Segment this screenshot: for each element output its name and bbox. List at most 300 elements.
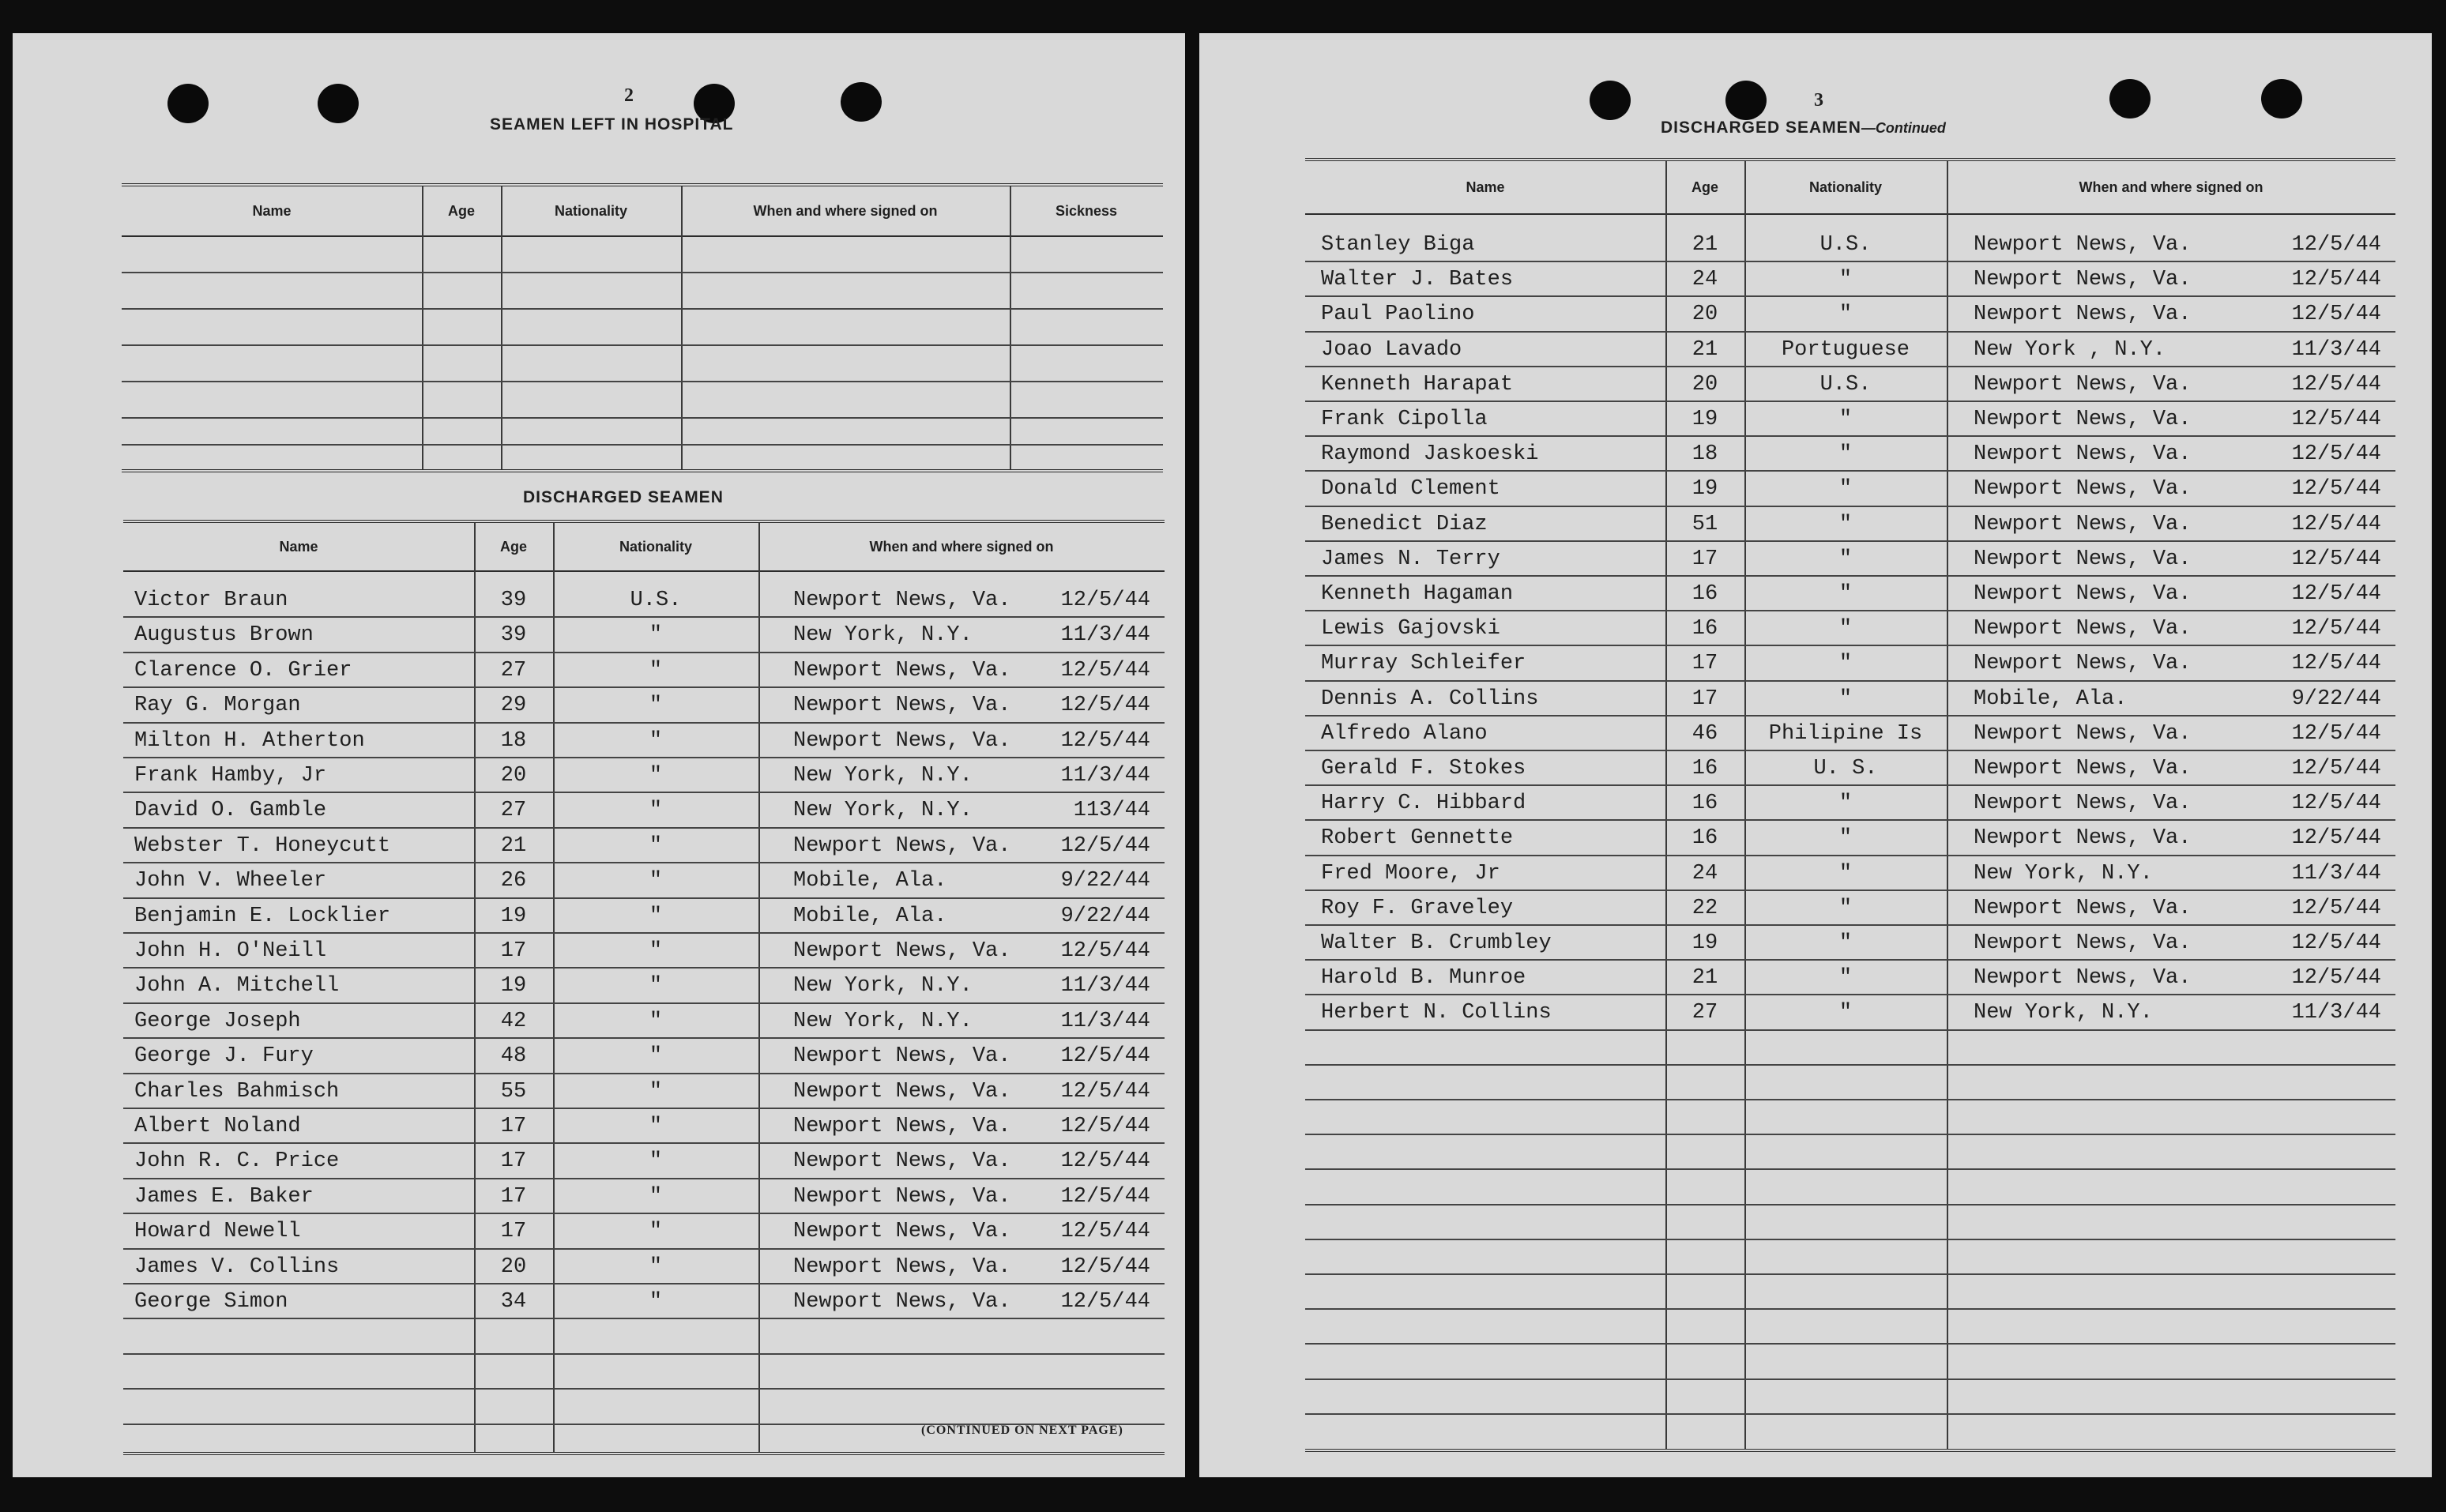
signed-on-date-cell: 12/5/44 [2291,652,2381,676]
nationality-cell: " [1838,966,1853,991]
punch-hole [2261,79,2302,118]
signed-on-date-cell: 11/3/44 [1060,623,1150,648]
nationality-cell: " [649,1254,663,1279]
age-cell: 19 [500,974,527,999]
nationality-cell: " [649,869,663,893]
age-cell: 27 [500,658,527,683]
signed-on-date-cell: 11/3/44 [2291,1001,2381,1025]
age-cell: 24 [1692,861,1718,886]
age-cell: 48 [500,1044,527,1069]
signed-on-date-cell: 12/5/44 [2291,303,2381,327]
table-row [123,1250,1165,1284]
signed-on-place-cell: Newport News, Va. [793,1149,1011,1174]
table-row [1305,437,2395,472]
nationality-cell: " [649,1079,663,1104]
nationality-cell: Portuguese [1781,337,1910,362]
name-cell: James V. Collins [134,1254,340,1279]
column-header: Age [1691,179,1718,195]
table-row [123,653,1165,688]
signed-on-place-cell: Newport News, Va. [1974,233,2192,257]
table-row [1305,682,2395,717]
age-cell: 21 [500,833,527,858]
table-row [1305,262,2395,297]
name-cell: Fred Moore, Jr [1321,861,1500,886]
signed-on-date-cell: 12/5/44 [2291,477,2381,502]
signed-on-place-cell: Newport News, Va. [1974,477,2192,502]
signed-on-place-cell: Newport News, Va. [793,1184,1011,1209]
signed-on-place-cell: Newport News, Va. [793,694,1011,718]
nationality-cell: " [649,1009,663,1033]
name-cell: Herbert N. Collins [1321,1001,1552,1025]
signed-on-date-cell: 11/3/44 [1060,1009,1150,1033]
name-cell: Walter J. Bates [1321,268,1514,292]
signed-on-date-cell: 12/5/44 [1060,589,1150,612]
signed-on-date-cell: 12/5/44 [1060,728,1150,753]
name-cell: Harry C. Hibbard [1321,792,1526,816]
age-cell: 46 [1692,721,1718,746]
age-cell: 42 [500,1009,527,1033]
age-cell: 21 [1692,966,1718,991]
age-cell: 17 [1692,652,1718,676]
signed-on-place-cell: New York, N.Y. [793,1009,973,1033]
signed-on-place-cell: Mobile, Ala. [793,904,947,928]
signed-on-place-cell: Newport News, Va. [1974,721,2192,746]
table-row [123,618,1165,653]
column-header: Age [499,538,527,555]
table-row [1305,926,2395,961]
nationality-cell: " [649,1220,663,1244]
age-cell: 17 [500,1220,527,1244]
signed-on-date-cell: 12/5/44 [1060,1184,1150,1209]
section-title-text: DISCHARGED SEAMEN [1661,118,1861,137]
age-cell: 21 [1692,337,1718,362]
age-cell: 55 [500,1079,527,1104]
signed-on-date-cell: 11/3/44 [2291,861,2381,886]
table-row [1305,367,2395,402]
name-cell: Webster T. Honeycutt [134,833,391,858]
name-cell: Raymond Jaskoeski [1321,442,1539,467]
column-header: When and where signed on [869,538,1054,555]
signed-on-place-cell: Newport News, Va. [1974,582,2192,606]
nationality-cell: " [649,974,663,999]
hospital-table [122,183,1163,472]
section-title-suffix: —Continued [1861,120,1946,136]
name-cell: Murray Schleifer [1321,652,1526,676]
discharged-section-title: DISCHARGED SEAMEN [523,488,724,506]
signed-on-date-cell: 12/5/44 [1060,1079,1150,1104]
table-row [1305,821,2395,856]
nationality-cell: " [649,1115,663,1138]
table-row [1305,856,2395,891]
age-cell: 39 [500,623,527,648]
punch-hole [318,84,359,123]
age-cell: 17 [500,1115,527,1138]
nationality-cell: " [1838,268,1853,292]
signed-on-date-cell: 12/5/44 [2291,792,2381,816]
signed-on-date-cell: 9/22/44 [2291,686,2381,711]
age-cell: 17 [500,1149,527,1174]
name-cell: Charles Bahmisch [134,1079,340,1104]
age-cell: 17 [500,939,527,963]
signed-on-place-cell: Newport News, Va. [1974,303,2192,327]
table-row [1305,751,2395,786]
age-cell: 16 [1692,617,1718,641]
signed-on-date-cell: 12/5/44 [2291,547,2381,571]
name-cell: Roy F. Graveley [1321,896,1514,920]
signed-on-place-cell: New York, N.Y. [793,764,973,788]
age-cell: 26 [500,869,527,893]
signed-on-place-cell: Newport News, Va. [1974,512,2192,536]
nationality-cell: " [649,658,663,683]
age-cell: 19 [500,904,527,928]
signed-on-place-cell: Newport News, Va. [1974,408,2192,431]
name-cell: Ray G. Morgan [134,694,301,718]
nationality-cell: " [1838,547,1853,571]
signed-on-place-cell: Newport News, Va. [793,589,1011,612]
name-cell: Benjamin E. Locklier [134,904,391,928]
signed-on-date-cell: 12/5/44 [2291,721,2381,746]
name-cell: Harold B. Munroe [1321,966,1526,991]
table-row [123,969,1165,1003]
age-cell: 17 [1692,547,1718,571]
signed-on-date-cell: 12/5/44 [2291,896,2381,920]
column-header: Nationality [619,538,692,555]
table-row [1305,228,2395,262]
table-row [123,1004,1165,1039]
signed-on-place-cell: Newport News, Va. [1974,792,2192,816]
signed-on-date-cell: 12/5/44 [1060,1149,1150,1174]
page-number: 2 [624,85,634,106]
nationality-cell: " [1838,303,1853,327]
signed-on-place-cell: Newport News, Va. [1974,966,2192,991]
table-row [1305,333,2395,367]
nationality-cell: " [1838,652,1853,676]
signed-on-place-cell: Newport News, Va. [793,658,1011,683]
table-row [123,724,1165,758]
punch-hole [2109,79,2151,118]
name-cell: John V. Wheeler [134,869,327,893]
table-row [123,1039,1165,1074]
nationality-cell: " [649,623,663,648]
age-cell: 19 [1692,477,1718,502]
column-header: Sickness [1055,202,1118,219]
column-header: When and where signed on [2079,179,2263,195]
signed-on-date-cell: 12/5/44 [1060,1254,1150,1279]
table-row [123,583,1165,618]
nationality-cell: " [1838,477,1853,502]
signed-on-date-cell: 12/5/44 [2291,372,2381,397]
column-header: When and where signed on [753,202,938,219]
hospital-section-title: SEAMEN LEFT IN HOSPITAL [490,115,734,134]
signed-on-place-cell: Newport News, Va. [793,1220,1011,1244]
nationality-cell: U.S. [630,589,682,612]
signed-on-place-cell: New York , N.Y. [1974,337,2166,362]
name-cell: Kenneth Harapat [1321,372,1514,397]
nationality-cell: " [649,1044,663,1069]
name-cell: Howard Newell [134,1220,301,1244]
name-cell: Robert Gennette [1321,826,1514,851]
table-row [123,1179,1165,1214]
nationality-cell: " [1838,512,1853,536]
signed-on-date-cell: 12/5/44 [1060,1044,1150,1069]
table-row [123,934,1165,969]
age-cell: 20 [500,764,527,788]
age-cell: 20 [1692,303,1718,327]
nationality-cell: " [1838,582,1853,606]
signed-on-date-cell: 12/5/44 [2291,757,2381,780]
table-row [1305,542,2395,577]
discharged-continued-table [1305,158,2395,1452]
discharged-table [123,520,1165,1455]
table-row [123,829,1165,863]
age-cell: 17 [500,1184,527,1209]
signed-on-date-cell: 12/5/44 [2291,931,2381,955]
signed-on-date-cell: 113/44 [1073,799,1150,823]
signed-on-date-cell: 12/5/44 [2291,617,2381,641]
nationality-cell: " [649,728,663,753]
age-cell: 18 [1692,442,1718,467]
age-cell: 22 [1692,896,1718,920]
signed-on-date-cell: 12/5/44 [2291,512,2381,536]
left-page [13,33,1185,1477]
signed-on-date-cell: 9/22/44 [1060,904,1150,928]
age-cell: 29 [500,694,527,718]
age-cell: 20 [500,1254,527,1279]
table-row [123,1109,1165,1144]
nationality-cell: " [1838,861,1853,886]
signed-on-place-cell: Newport News, Va. [793,1115,1011,1138]
column-header: Name [279,538,318,555]
column-header: Name [1466,179,1505,195]
age-cell: 20 [1692,372,1718,397]
nationality-cell: " [649,904,663,928]
signed-on-date-cell: 12/5/44 [1060,1290,1150,1314]
column-header: Name [252,202,292,219]
name-cell: Gerald F. Stokes [1321,757,1526,780]
table-row [123,1074,1165,1109]
name-cell: Joao Lavado [1321,337,1462,362]
name-cell: Stanley Biga [1321,233,1475,257]
age-cell: 51 [1692,512,1718,536]
punch-hole [167,84,209,123]
signed-on-date-cell: 12/5/44 [2291,442,2381,467]
column-header: Age [447,202,475,219]
table-row [123,899,1165,934]
name-cell: George Simon [134,1290,288,1314]
signed-on-place-cell: Newport News, Va. [1974,268,2192,292]
age-cell: 17 [1692,686,1718,711]
nationality-cell: " [649,833,663,858]
table-row [1305,402,2395,437]
nationality-cell: " [1838,792,1853,816]
signed-on-date-cell: 12/5/44 [1060,658,1150,683]
signed-on-place-cell: Newport News, Va. [793,833,1011,858]
table-row [123,688,1165,723]
name-cell: Dennis A. Collins [1321,686,1539,711]
age-cell: 27 [500,799,527,823]
signed-on-place-cell: New York, N.Y. [793,974,973,999]
age-cell: 21 [1692,233,1718,257]
name-cell: Frank Cipolla [1321,408,1488,431]
age-cell: 16 [1692,757,1718,780]
signed-on-place-cell: Mobile, Ala. [793,869,947,893]
name-cell: James E. Baker [134,1184,314,1209]
name-cell: Lewis Gajovski [1321,617,1500,641]
signed-on-place-cell: New York, N.Y. [1974,861,2153,886]
signed-on-date-cell: 12/5/44 [2291,408,2381,431]
signed-on-date-cell: 12/5/44 [1060,694,1150,718]
section-title [1661,118,1946,137]
name-cell: George J. Fury [134,1044,314,1069]
table-row [1305,717,2395,751]
name-cell: Augustus Brown [134,623,314,648]
signed-on-date-cell: 12/5/44 [2291,966,2381,991]
nationality-cell: " [649,1290,663,1314]
age-cell: 16 [1692,826,1718,851]
signed-on-place-cell: New York, N.Y. [793,623,973,648]
nationality-cell: U.S. [1819,372,1872,397]
table-row [1305,507,2395,542]
signed-on-date-cell: 12/5/44 [1060,1220,1150,1244]
signed-on-date-cell: 12/5/44 [2291,826,2381,851]
signed-on-place-cell: New York, N.Y. [1974,1001,2153,1025]
table-row [1305,577,2395,611]
signed-on-place-cell: Newport News, Va. [1974,617,2192,641]
nationality-cell: Philipine Is [1768,721,1923,746]
nationality-cell: " [1838,617,1853,641]
name-cell: Milton H. Atherton [134,728,365,753]
nationality-cell: " [649,694,663,718]
signed-on-date-cell: 11/3/44 [2291,337,2381,362]
table-row [123,1284,1165,1319]
age-cell: 16 [1692,792,1718,816]
nationality-cell: " [1838,896,1853,920]
table-row [123,793,1165,828]
name-cell: Donald Clement [1321,477,1500,502]
table-row [123,863,1165,898]
nationality-cell: " [649,939,663,963]
table-row [1305,472,2395,506]
nationality-cell: " [1838,442,1853,467]
right-page [1199,33,2432,1477]
nationality-cell: " [1838,931,1853,955]
punch-hole [841,82,882,122]
signed-on-place-cell: Newport News, Va. [793,1254,1011,1279]
signed-on-place-cell: Newport News, Va. [793,1079,1011,1104]
signed-on-place-cell: Newport News, Va. [793,1290,1011,1314]
nationality-cell: " [649,764,663,788]
nationality-cell: " [649,1149,663,1174]
name-cell: George Joseph [134,1009,301,1033]
signed-on-date-cell: 12/5/44 [1060,1115,1150,1138]
table-header [122,186,1163,237]
age-cell: 24 [1692,268,1718,292]
signed-on-place-cell: Newport News, Va. [1974,442,2192,467]
table-row [123,758,1165,793]
age-cell: 18 [500,728,527,753]
signed-on-place-cell: Newport News, Va. [1974,652,2192,676]
signed-on-place-cell: Newport News, Va. [1974,931,2192,955]
name-cell: Frank Hamby, Jr [134,764,327,788]
nationality-cell: U.S. [1819,233,1872,257]
column-header: Nationality [1808,179,1882,195]
age-cell: 19 [1692,408,1718,431]
name-cell: John R. C. Price [134,1149,340,1174]
signed-on-date-cell: 11/3/44 [1060,974,1150,999]
signed-on-place-cell: Newport News, Va. [1974,826,2192,851]
table-row [123,1144,1165,1179]
nationality-cell: " [649,799,663,823]
table-row [1305,297,2395,332]
signed-on-date-cell: 12/5/44 [2291,268,2381,292]
name-cell: Victor Braun [134,589,288,612]
name-cell: Alfredo Alano [1321,721,1488,746]
table-row [1305,611,2395,646]
signed-on-place-cell: Newport News, Va. [1974,896,2192,920]
name-cell: John H. O'Neill [134,939,327,963]
signed-on-place-cell: Newport News, Va. [793,939,1011,963]
age-cell: 19 [1692,931,1718,955]
nationality-cell: " [1838,686,1853,711]
nationality-cell: " [1838,826,1853,851]
signed-on-place-cell: Newport News, Va. [1974,547,2192,571]
table-row [1305,786,2395,821]
nationality-cell: " [1838,1001,1853,1025]
name-cell: Clarence O. Grier [134,658,352,683]
signed-on-date-cell: 12/5/44 [2291,582,2381,606]
signed-on-place-cell: Mobile, Ala. [1974,686,2128,711]
punch-hole [1725,81,1767,120]
age-cell: 27 [1692,1001,1718,1025]
table-row [1305,995,2395,1030]
name-cell: Kenneth Hagaman [1321,582,1514,606]
age-cell: 34 [500,1290,527,1314]
name-cell: Walter B. Crumbley [1321,931,1552,955]
signed-on-place-cell: New York, N.Y. [793,799,973,823]
nationality-cell: U. S. [1813,757,1878,780]
signed-on-place-cell: Newport News, Va. [1974,757,2192,780]
signed-on-place-cell: Newport News, Va. [1974,372,2192,397]
signed-on-date-cell: 12/5/44 [2291,233,2381,257]
name-cell: David O. Gamble [134,799,327,823]
name-cell: John A. Mitchell [134,974,340,999]
name-cell: James N. Terry [1321,547,1500,571]
continued-note: (CONTINUED ON NEXT PAGE) [921,1424,1123,1437]
page-number: 3 [1814,90,1823,111]
age-cell: 16 [1692,582,1718,606]
table-header [1305,161,2395,215]
signed-on-date-cell: 11/3/44 [1060,764,1150,788]
name-cell: Paul Paolino [1321,303,1475,327]
column-header: Nationality [554,202,627,219]
signed-on-place-cell: Newport News, Va. [793,728,1011,753]
name-cell: Benedict Diaz [1321,512,1488,536]
signed-on-date-cell: 12/5/44 [1060,833,1150,858]
nationality-cell: " [649,1184,663,1209]
age-cell: 39 [500,589,527,612]
table-header [123,523,1165,572]
signed-on-place-cell: Newport News, Va. [793,1044,1011,1069]
table-row [1305,891,2395,926]
name-cell: Albert Noland [134,1115,301,1138]
table-row [123,1214,1165,1249]
punch-hole [1590,81,1631,120]
table-row [1305,961,2395,995]
signed-on-date-cell: 9/22/44 [1060,869,1150,893]
table-row [1305,646,2395,681]
nationality-cell: " [1838,408,1853,431]
signed-on-date-cell: 12/5/44 [1060,939,1150,963]
